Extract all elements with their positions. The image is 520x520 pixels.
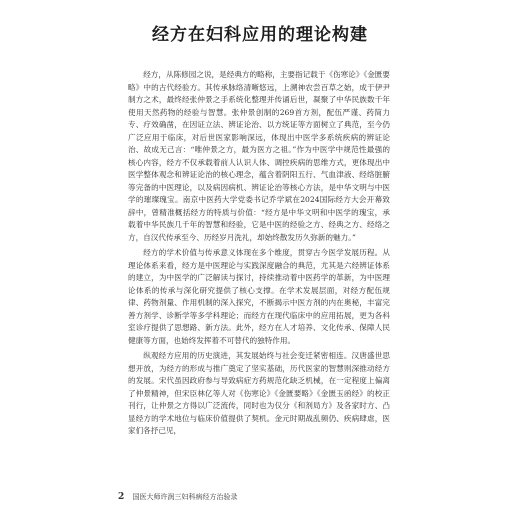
paragraph-3: 纵观经方应用的历史演进，其发展始终与社会变迁紧密相连。汉唐盛世思想开放，为经方的形成与推广奠定了坚实基础，历代医家的智慧则深推动经方的发展。宋代虽因政府参与导致病症方药规范化缺乏机械，在一定程度上偏离了仲景精神，但宋臣林亿等人对《伤寒论》《金匮要略》《金匮玉函经》的校正刊行，让仲景之方得以广泛流传，同时也为仅分《和剂局方》及各家时方、凸显经方的学术地位与临床价值提供了契机。金元时期战乱频仍、疾病肆虐，医家们各抒己见，: [128, 351, 390, 435]
body-text: [128, 69, 390, 440]
page-number: 2: [118, 492, 125, 502]
paragraph-1: 经方，从陈修园之说，是经典方的略称，主要指记载于《伤寒论》《金匮要略》中的古代经验方。其传承脉络清晰悠远，上溯神农尝百草之始，成于伊尹制方之术，最终经张仲景之手系统化整理并传诵后世，凝聚了中华民族数千年使用天然药物的经验与智慧。张仲景创制的269首方剂，配伍严谨、药简力专、疗效确凿，在因证立法、辨证论治、以方统证等方面树立了典范，至今仍广泛应用于临床，对后世医家影响深远，体现出中医学多系统疾病的辨证论治、故成无己言：“唯仲景之方，最为医方之祖。”作为中医学中规范性最强的核心内容，经方不仅承载着前人认识人体、调控疾病的思维方式，更体现出中医学整体观念和辨证论治的核心理念，蕴含着阴阳五行、气血津液、经络脏腑等完备的中医理论，以及病因病机、辨证论治等核心方法，是中华文明与中医学的璀璨瑰宝。南京中医药大学党委书记乔学斌在2024国际经方大会开幕致辞中，曾精准概括经方的特质与价值：“经方是中华文明和中医学的瑰宝，承载着中华民族几千年的智慧和经验，它是中医的经验之方、经典之方、经络之方，自汉代传承至今、历经岁月洗礼，却始终散发历久弥新的魅力。”: [128, 70, 390, 242]
page-title: 经方在妇科应用的理论构建: [152, 25, 368, 45]
paragraph-2: 经方的学术价值与传承意义体现在多个维度，贯穿古今医学发展历程。从理论体系来看，经方是中医理论与实践深度融合的典范，尤其是六经辨证体系的建立，为中医学的广泛解读与探讨，持续推动着中医药学的革新，为中医理论体系的传承与深化研究提供了核心支撑。在学术发展层面，对经方配伍规律、药物剂量、作用机制的深入探究，不断揭示中医方剂的内在奥秘，丰富完善方剂学、诊断学等多学科理论；而经方在现代临床中的应用拓展，更为各科室诊疗提供了思想路、新方法。此外，经方在人才培养、文化传承、保障人民健康等方面，也始终发挥着不可替代的独特作用。: [128, 248, 390, 345]
running-head: 国医大师许润三妇科病经方治验录: [132, 493, 238, 501]
page-footer: [118, 492, 238, 502]
